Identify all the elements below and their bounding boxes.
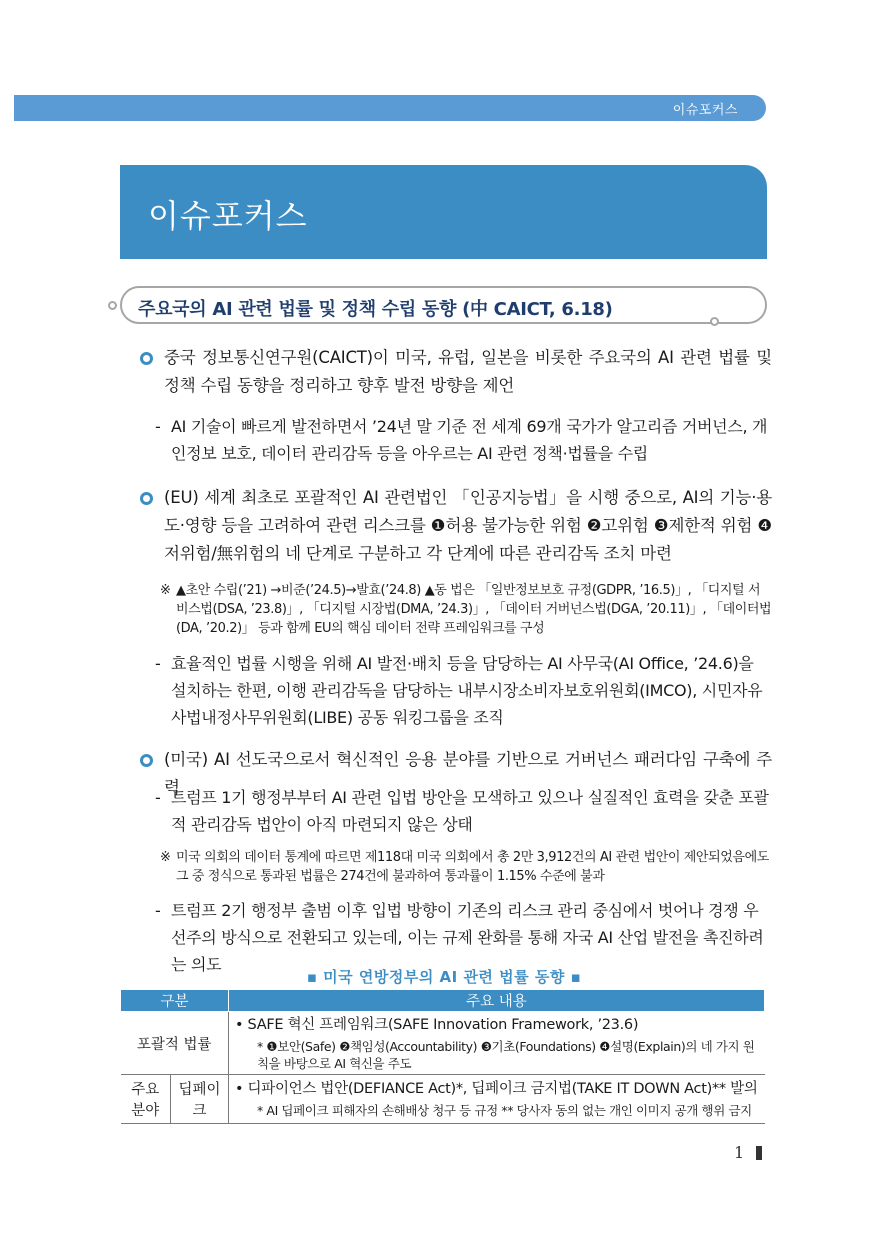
header-band-label: 이슈포커스: [672, 103, 738, 118]
dash-item-ai-countries: [155, 413, 772, 467]
page-number: 1: [734, 1143, 745, 1162]
dash-text: 트럼프 1기 행정부부터 AI 관련 입법 방안을 모색하고 있으나 실질적인 효력을 갖춘 포괄적 관리감독 법안이 아직 마련되지 않은 상태: [171, 788, 769, 834]
frame-dot-icon: [108, 301, 117, 310]
note-mark: ※: [160, 583, 171, 598]
page-marker-bar: [756, 1146, 762, 1160]
circle-bullet-icon: [140, 492, 153, 505]
note-mark: ※: [160, 850, 171, 865]
dash-mark: -: [155, 417, 161, 436]
table-caption: ▪ 미국 연방정부의 AI 관련 법률 동향 ▪: [306, 968, 582, 986]
dash-item-trump-1: [155, 784, 772, 838]
dash-item-ai-office: [155, 650, 772, 731]
bullet-paragraph-eu: [140, 484, 772, 568]
table-header-category: 구분: [121, 990, 229, 1012]
circle-bullet-icon: [140, 754, 153, 767]
paragraph-text: 중국 정보통신연구원(CAICT)이 미국, 유럽, 일본을 비롯한 주요국의 AI 관련 법률 및 정책 수립 동향을 정리하고 향후 발전 방향을 제언: [164, 348, 772, 395]
paragraph-text: (EU) 세계 최초로 포괄적인 AI 관련법인 「인공지능법」을 시행 중으로, AI의 기능·용도·영향 등을 고려하여 관련 리스크를 ❶허용 불가능한 위험 ❷고위험 ❸제한적 위험 ❹저위험/無위험의 네 단계로 구분하고 각 단계에 따른 관리감독 조치 마련: [164, 488, 772, 563]
title-banner: [120, 165, 767, 259]
us-law-table: [120, 989, 765, 1124]
table-note-text: * AI 딥페이크 피해자의 손해배상 청구 등 규정 ** 당사자 동의 없는 개인 이미지 공개 행위 금지: [257, 1103, 752, 1118]
dash-mark: -: [155, 901, 161, 920]
table-cell-category: 주요 분야: [121, 1075, 171, 1124]
table-cell-subcategory: 딥페이크: [171, 1075, 229, 1124]
note-text: ▲초안 수립(’21) →비준(’24.5)→발효(’24.8) ▲동 법은 「일반정보보호 규정(GDPR, ’16.5)」, 「디지털 서비스법(DSA, ’23.8)」, 「디지털 시장법(DMA, ’24.3)」, 「데이터 거버넌스법(DGA, ’20.11)」, 「데이터법(DA, ’20.2)」 등과 함께 EU의 핵심 데이터 전략 프레임워크를 구성: [176, 583, 772, 636]
bullet-paragraph-caict: [140, 344, 772, 400]
section-heading-frame: [120, 286, 767, 324]
table-main-text: • SAFE 혁신 프레임워크(SAFE Innovation Framework, ’23.6): [235, 1016, 639, 1033]
dash-text: 효율적인 법률 시행을 위해 AI 발전·배치 등을 담당하는 AI 사무국(AI Office, ’24.6)을 설치하는 한편, 이행 관리감독을 담당하는 내부시장소비자보호위원회(IMCO), 시민자유사법내정사무위원회(LIBE) 공동 워킹그룹을 조직: [171, 654, 763, 727]
table-main-text: • 디파이언스 법안(DEFIANCE Act)*, 딥페이크 금지법(TAKE IT DOWN Act)** 발의: [235, 1081, 758, 1097]
circle-bullet-icon: [140, 352, 153, 365]
paragraph-text: (미국) AI 선도국으로서 혁신적인 응용 분야를 기반으로 거버넌스 패러다임 구축에 주력: [164, 750, 772, 797]
table-cell-category: 포괄적 법률: [121, 1012, 229, 1075]
dash-text: AI 기술이 빠르게 발전하면서 ’24년 말 기준 전 세계 69개 국가가 알고리즘 거버넌스, 개인정보 보호, 데이터 관리감독 등을 아우르는 AI 관련 정책·법률을 수립: [171, 417, 768, 463]
note-text: 미국 의회의 데이터 통계에 따르면 제118대 미국 의회에서 총 2만 3,912건의 AI 관련 법안이 제안되었음에도 그 중 정식으로 통과된 법률은 274건에 불과하여 통과률이 1.15% 수준에 불과: [176, 850, 769, 884]
table-cell-content: [229, 1075, 765, 1124]
table-row: [121, 1012, 765, 1075]
note-eu-timeline: [160, 581, 772, 638]
frame-dot-icon: [710, 317, 719, 326]
dash-mark: -: [155, 788, 161, 807]
note-us-congress: [160, 848, 772, 886]
dash-mark: -: [155, 654, 161, 673]
table-note-text: * ❶보안(Safe) ❷책임성(Accountability) ❸기초(Foundations) ❹설명(Explain)의 네 가지 원칙을 바탕으로 AI 혁신을 주도: [257, 1038, 755, 1071]
table-cell-content: [229, 1012, 765, 1075]
table-header-content: 주요 내용: [229, 990, 765, 1012]
dash-text: 트럼프 2기 행정부 출범 이후 입법 방향이 기존의 리스크 관리 중심에서 벗어나 경쟁 우선주의 방식으로 전환되고 있는데, 이는 규제 완화를 통해 자국 AI 산업 발전을 촉진하려는 의도: [171, 901, 764, 974]
page-title: 이슈포커스: [148, 197, 308, 235]
section-title: 주요국의 AI 관련 법률 및 정책 수립 동향 (中 CAICT, 6.18): [138, 299, 613, 320]
table-row: [121, 1075, 765, 1124]
header-band: [14, 95, 766, 121]
